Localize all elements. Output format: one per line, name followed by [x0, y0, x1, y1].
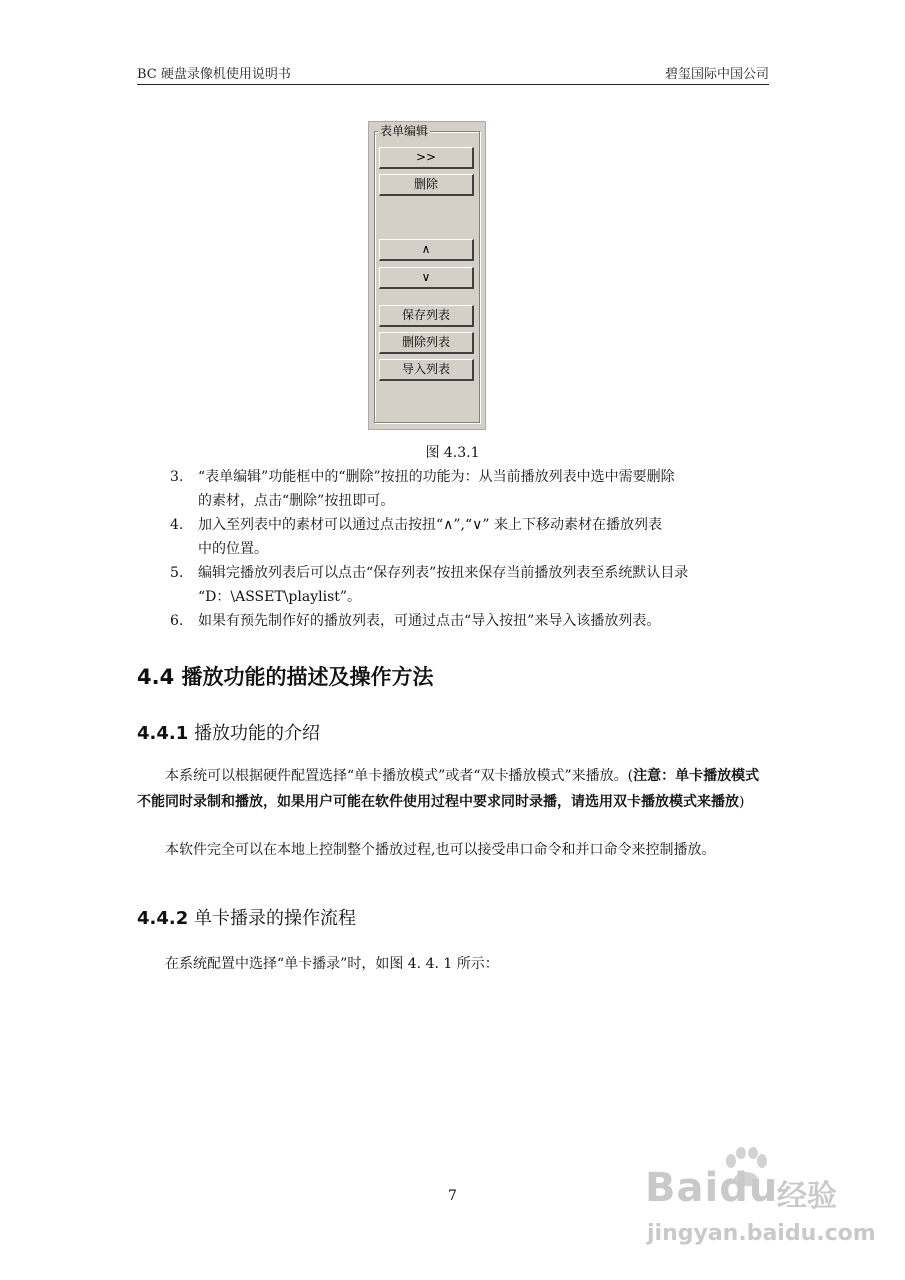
list-item-text: “表单编辑”功能框中的“删除”按扭的功能为：从当前播放列表中选中需要删除 [198, 469, 675, 485]
section-heading-4-4-2 [137, 904, 356, 930]
import-list-button[interactable]: 导入列表 [379, 359, 474, 381]
list-item-text: 加入至列表中的素材可以通过点击按扭“∧”,“∨” 来上下移动素材在播放列表 [198, 517, 663, 533]
section-heading-4-4-1 [137, 719, 320, 745]
watermark-brand: Baidu [645, 1165, 779, 1211]
delete-button[interactable]: 删除 [379, 174, 474, 196]
save-list-button[interactable]: 保存列表 [379, 305, 474, 327]
note-text: 注意：单卡播放模式不能同时录制和播放，如果用户可能在软件使用过程中要求同时录播，请选用双卡播放模式来播放 [137, 768, 760, 810]
list-item-text: 编辑完播放列表后可以点击“保存列表”按扭来保存当前播放列表至系统默认目录 [198, 565, 689, 581]
list-item-text: 中的位置。 [198, 541, 268, 557]
list-item-text: 的素材，点击“删除”按扭即可。 [198, 493, 395, 509]
add-to-list-button[interactable]: >> [379, 147, 474, 169]
list-item [170, 513, 780, 561]
list-item-text: “D：\ASSET\playlist”。 [198, 589, 362, 605]
section-number: 4.4.2 [137, 908, 189, 929]
section-number: 4.4.1 [137, 723, 189, 744]
watermark-cn: 经验 [777, 1179, 837, 1214]
section-title: 播放功能的介绍 [193, 723, 320, 744]
paragraph-text: 本系统可以根据硬件配置选择“单卡播放模式”或者“双卡播放模式”来播放。( [165, 768, 634, 784]
list-item-number: 4. [170, 517, 184, 533]
control-paragraph: 本软件完全可以在本地上控制整个播放过程,也可以接受串口命令和并口命令来控制播放。 [165, 842, 716, 858]
paragraph-text: ) [739, 794, 745, 810]
section-title: 播放功能的描述及操作方法 [181, 665, 434, 689]
header-company: 碧玺国际中国公司 [664, 67, 769, 82]
move-up-button[interactable]: ∧ [379, 239, 474, 261]
list-item-text: 如果有预先制作好的播放列表，可通过点击“导入按扭”来导入该播放列表。 [198, 613, 661, 629]
section-number: 4.4 [137, 665, 175, 689]
group-title: 表单编辑 [380, 124, 429, 138]
list-item-number: 6. [170, 613, 184, 629]
list-item [170, 465, 780, 513]
section-heading-4-4 [137, 661, 434, 691]
section-title: 单卡播录的操作流程 [193, 908, 356, 929]
list-item-number: 5. [170, 565, 184, 581]
figure-caption: 图 4.3.1 [425, 445, 480, 461]
intro-paragraph [137, 763, 769, 815]
header-divider [137, 84, 769, 85]
header-title: BC 硬盘录像机使用说明书 [137, 67, 291, 82]
list-edit-panel-screenshot [368, 121, 486, 430]
watermark-url: jingyan.baidu.com [647, 1221, 876, 1246]
list-item [170, 609, 780, 633]
delete-list-button[interactable]: 删除列表 [379, 332, 474, 354]
list-item-number: 3. [170, 469, 184, 485]
list-item [170, 561, 780, 609]
move-down-button[interactable]: ∨ [379, 267, 474, 289]
baidu-watermark [645, 1147, 895, 1267]
page-number: 7 [448, 1188, 457, 1204]
config-paragraph: 在系统配置中选择“单卡播录”时，如图 4. 4. 1 所示： [165, 956, 499, 972]
